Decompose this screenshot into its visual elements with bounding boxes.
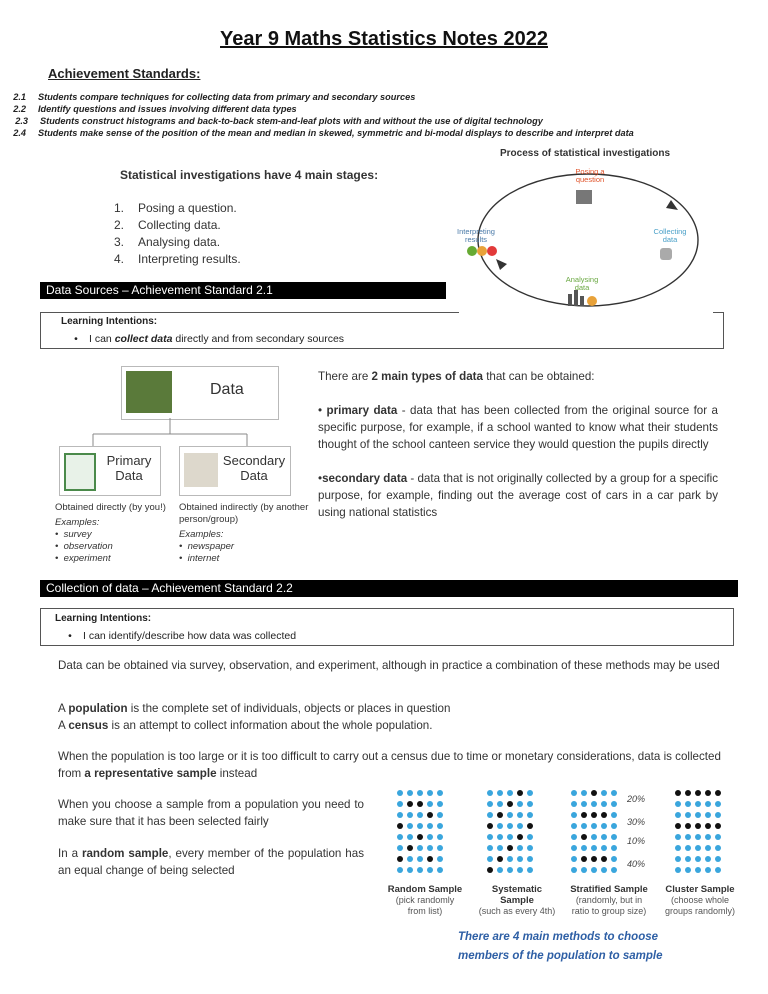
- population-member-dot: [611, 812, 617, 818]
- population-member-dot: [427, 845, 433, 851]
- population-member-dot: [487, 856, 493, 862]
- standard-item: [0, 104, 297, 114]
- population-member-dot: [591, 867, 597, 873]
- population-member-dot: [507, 823, 513, 829]
- achievement-heading: Achievement Standards:: [48, 66, 201, 81]
- population-member-dot: [487, 845, 493, 851]
- population-member-dot: [705, 867, 711, 873]
- standard-item: [0, 92, 415, 102]
- representative-sample-text: When the population is too large or it is too difficult to carry out a census due to time or monetary considerations, data is collected from a representative sample instead: [58, 750, 721, 780]
- standard-item: [0, 128, 634, 138]
- selected-member-dot: [517, 834, 523, 840]
- selected-member-dot: [685, 790, 691, 796]
- examples-label: Examples:: [179, 529, 224, 540]
- selected-member-dot: [695, 823, 701, 829]
- population-member-dot: [581, 845, 587, 851]
- stages-list: [92, 200, 241, 268]
- population-member-dot: [705, 812, 711, 818]
- stage-item: [92, 200, 241, 217]
- population-member-dot: [417, 790, 423, 796]
- stages-heading: Statistical investigations have 4 main stages:: [120, 168, 379, 182]
- population-member-dot: [675, 856, 681, 862]
- population-member-dot: [695, 856, 701, 862]
- sampling-caption: [458, 928, 662, 966]
- li-text: directly and from secondary sources: [172, 333, 345, 345]
- stratum-percent: 30%: [627, 817, 646, 827]
- secondary-obtained: Obtained indirectly (by another: [179, 502, 309, 513]
- page-title: Year 9 Maths Statistics Notes 2022: [220, 28, 548, 50]
- primary-data-box: [59, 446, 161, 496]
- process-title: Process of statistical investigations: [500, 148, 671, 159]
- population-member-dot: [517, 812, 523, 818]
- population-member-dot: [427, 790, 433, 796]
- data-box: [121, 366, 279, 420]
- population-member-dot: [407, 823, 413, 829]
- stage-number: 1.: [113, 201, 124, 215]
- population-member-dot: [527, 801, 533, 807]
- standard-text: Students construct histograms and back-to-back stem-and-leaf plots with and without the use of digital technology: [40, 116, 543, 126]
- data-types-diagram: [55, 360, 309, 570]
- selected-member-dot: [527, 823, 533, 829]
- population-member-dot: [427, 823, 433, 829]
- standard-number: 2.1: [13, 92, 26, 102]
- example-item: • observation: [55, 541, 113, 552]
- stage-item: [92, 217, 241, 234]
- data-image-icon: [126, 371, 172, 413]
- stage-number: 2.: [113, 218, 124, 232]
- population-member-dot: [517, 845, 523, 851]
- population-member-dot: [715, 834, 721, 840]
- stage-text: Collecting data.: [138, 218, 221, 232]
- population-member-dot: [487, 790, 493, 796]
- interpreting-label: Interpreting results: [457, 227, 495, 244]
- stage-item: [92, 234, 241, 251]
- population-member-dot: [397, 845, 403, 851]
- learning-intention-item: • I can collect data directly and from secondary sources: [74, 333, 345, 345]
- selected-member-dot: [675, 823, 681, 829]
- population-member-dot: [601, 801, 607, 807]
- example-item: • experiment: [55, 553, 111, 564]
- random-sample-caption: Random Sample (pick randomly from list): [387, 884, 463, 916]
- population-member-dot: [427, 801, 433, 807]
- population-member-dot: [507, 867, 513, 873]
- population-member-dot: [685, 867, 691, 873]
- population-member-dot: [571, 790, 577, 796]
- population-member-dot: [591, 801, 597, 807]
- population-member-dot: [417, 823, 423, 829]
- stage-item: [92, 251, 241, 268]
- selected-member-dot: [591, 812, 597, 818]
- cluster-sample-caption: Cluster Sample (choose whole groups randomly): [664, 884, 736, 916]
- population-member-dot: [675, 801, 681, 807]
- population-member-dot: [407, 790, 413, 796]
- population-member-dot: [571, 834, 577, 840]
- population-member-dot: [601, 823, 607, 829]
- population-member-dot: [417, 856, 423, 862]
- types-intro: There are 2 main types of data that can be obtained:: [318, 370, 595, 383]
- learning-intentions-heading: Learning Intentions:: [61, 316, 158, 327]
- population-member-dot: [417, 812, 423, 818]
- population-member-dot: [407, 867, 413, 873]
- population-member-dot: [437, 823, 443, 829]
- stratified-sample-caption: Stratified Sample (randomly, but in ratio to group size): [570, 884, 648, 916]
- selected-member-dot: [581, 856, 587, 862]
- population-member-dot: [601, 834, 607, 840]
- selected-member-dot: [427, 812, 433, 818]
- random-sample-grid: [397, 790, 457, 880]
- selected-member-dot: [715, 790, 721, 796]
- selected-member-dot: [407, 845, 413, 851]
- population-member-dot: [437, 801, 443, 807]
- primary-notes: [55, 502, 173, 565]
- selected-member-dot: [695, 790, 701, 796]
- population-member-dot: [685, 856, 691, 862]
- stratified-sample-grid: [571, 790, 631, 880]
- section-bar-collection: Collection of data – Achievement Standard 2.2: [40, 580, 738, 597]
- primary-data-definition: • primary data - data that has been collected from the original source for a specific purpose, for example, if a school wanted to know what their students thought of the school canteen service they would question the pupils directly: [318, 404, 719, 451]
- population-member-dot: [571, 867, 577, 873]
- population-member-dot: [705, 834, 711, 840]
- selected-member-dot: [601, 812, 607, 818]
- primary-label: Primary: [106, 453, 152, 468]
- data-box-label: Data: [210, 381, 244, 398]
- population-member-dot: [611, 834, 617, 840]
- population-member-dot: [571, 812, 577, 818]
- population-member-dot: [427, 867, 433, 873]
- secondary-data-box: [179, 446, 291, 496]
- population-member-dot: [685, 845, 691, 851]
- population-member-dot: [527, 845, 533, 851]
- learning-intentions-box: [40, 608, 734, 646]
- example-item: • internet: [179, 553, 220, 564]
- population-member-dot: [487, 801, 493, 807]
- selected-member-dot: [675, 790, 681, 796]
- population-member-dot: [527, 834, 533, 840]
- secondary-label: Data: [240, 468, 268, 483]
- population-member-dot: [497, 801, 503, 807]
- selected-member-dot: [705, 823, 711, 829]
- li-text: I can: [89, 333, 115, 345]
- population-member-dot: [695, 812, 701, 818]
- primary-label: Data: [115, 468, 143, 483]
- population-member-dot: [695, 867, 701, 873]
- posing-label: Posing a question: [575, 167, 605, 184]
- population-member-dot: [611, 801, 617, 807]
- population-member-dot: [675, 845, 681, 851]
- clipboard-icon: [64, 453, 96, 491]
- selected-member-dot: [497, 856, 503, 862]
- primary-obtained: Obtained directly (by you!): [55, 502, 166, 513]
- population-member-dot: [407, 812, 413, 818]
- stage-text: Interpreting results.: [138, 252, 241, 266]
- population-member-dot: [581, 801, 587, 807]
- analysing-label: Analysing data: [565, 275, 599, 292]
- examples-label: Examples:: [55, 517, 100, 528]
- selected-member-dot: [517, 790, 523, 796]
- selected-member-dot: [397, 823, 403, 829]
- population-member-dot: [527, 790, 533, 796]
- process-diagram: [440, 148, 730, 318]
- population-member-dot: [497, 867, 503, 873]
- population-member-dot: [527, 812, 533, 818]
- standard-item: [2, 116, 543, 126]
- cluster-sample-grid: [675, 790, 735, 880]
- population-member-dot: [437, 845, 443, 851]
- population-member-dot: [715, 867, 721, 873]
- example-item: • survey: [55, 529, 92, 540]
- population-member-dot: [581, 867, 587, 873]
- population-member-dot: [695, 845, 701, 851]
- population-member-dot: [437, 834, 443, 840]
- population-member-dot: [611, 845, 617, 851]
- li-emphasis: collect data: [114, 333, 173, 345]
- selected-member-dot: [715, 823, 721, 829]
- learning-intention-item: • I can identify/describe how data was collected: [68, 630, 297, 642]
- selected-member-dot: [497, 812, 503, 818]
- systematic-sample-grid: [487, 790, 547, 880]
- population-member-dot: [611, 856, 617, 862]
- population-member-dot: [497, 834, 503, 840]
- population-member-dot: [591, 823, 597, 829]
- population-member-dot: [591, 845, 597, 851]
- selected-member-dot: [397, 856, 403, 862]
- population-member-dot: [497, 823, 503, 829]
- stratum-percent: 10%: [627, 836, 646, 846]
- population-member-dot: [591, 834, 597, 840]
- population-member-dot: [695, 801, 701, 807]
- caption-line: members of the population to sample: [458, 950, 663, 962]
- standard-text: Students make sense of the position of the mean and median in skewed, symmetric and bi-modal displays to describe and interpret data: [38, 128, 634, 138]
- population-member-dot: [571, 801, 577, 807]
- population-member-dot: [507, 790, 513, 796]
- population-member-dot: [601, 790, 607, 796]
- selected-member-dot: [507, 801, 513, 807]
- population-member-dot: [487, 812, 493, 818]
- selected-member-dot: [487, 867, 493, 873]
- population-member-dot: [685, 834, 691, 840]
- example-item: • newspaper: [179, 541, 235, 552]
- stratum-percent: 40%: [627, 859, 646, 869]
- population-member-dot: [397, 812, 403, 818]
- selected-member-dot: [601, 856, 607, 862]
- population-member-dot: [675, 867, 681, 873]
- population-member-dot: [417, 867, 423, 873]
- section-bar-data-sources: Data Sources – Achievement Standard 2.1: [40, 282, 446, 299]
- population-member-dot: [497, 845, 503, 851]
- population-member-dot: [571, 845, 577, 851]
- population-member-dot: [715, 812, 721, 818]
- population-member-dot: [397, 801, 403, 807]
- stage-text: Posing a question.: [138, 201, 237, 215]
- standard-text: Identify questions and issues involving different data types: [38, 104, 297, 114]
- selected-member-dot: [507, 845, 513, 851]
- standard-text: Students compare techniques for collecting data from primary and secondary sources: [38, 92, 416, 102]
- population-member-dot: [695, 834, 701, 840]
- stage-number: 4.: [113, 252, 124, 266]
- selected-member-dot: [581, 834, 587, 840]
- population-member-dot: [437, 790, 443, 796]
- population-member-dot: [675, 812, 681, 818]
- stage-number: 3.: [113, 235, 124, 249]
- learning-intentions-box: [40, 312, 724, 349]
- selected-member-dot: [581, 812, 587, 818]
- population-member-dot: [437, 867, 443, 873]
- population-member-dot: [517, 856, 523, 862]
- selected-member-dot: [591, 790, 597, 796]
- selected-member-dot: [685, 823, 691, 829]
- secondary-notes: [179, 502, 309, 565]
- fair-sample-text: When you choose a sample from a population you need to make sure that it has been selected fairly: [58, 798, 364, 828]
- population-member-dot: [601, 845, 607, 851]
- population-member-dot: [685, 801, 691, 807]
- population-member-dot: [705, 845, 711, 851]
- population-member-dot: [397, 834, 403, 840]
- selected-member-dot: [417, 801, 423, 807]
- population-member-dot: [437, 856, 443, 862]
- stratum-percent: 20%: [627, 794, 646, 804]
- secondary-data-definition: •secondary data - data that is not originally collected by a group for a specific purpose, for example, finding out the average cost of cars in a car park by using national statistics: [318, 472, 718, 519]
- selected-member-dot: [705, 790, 711, 796]
- population-member-dot: [705, 801, 711, 807]
- population-member-dot: [517, 823, 523, 829]
- population-member-dot: [581, 790, 587, 796]
- systematic-sample-caption: Systematic Sample (such as every 4th): [478, 884, 556, 916]
- population-member-dot: [571, 823, 577, 829]
- population-member-dot: [397, 790, 403, 796]
- standard-number: 2.3: [15, 116, 28, 126]
- selected-member-dot: [427, 856, 433, 862]
- population-member-dot: [507, 856, 513, 862]
- population-member-dot: [517, 867, 523, 873]
- population-member-dot: [571, 856, 577, 862]
- standard-number: 2.4: [13, 128, 26, 138]
- population-member-dot: [507, 834, 513, 840]
- population-member-dot: [527, 856, 533, 862]
- population-member-dot: [581, 823, 587, 829]
- population-member-dot: [497, 790, 503, 796]
- population-member-dot: [715, 845, 721, 851]
- collection-intro: Data can be obtained via survey, observation, and experiment, although in practice a combination of these methods may be used: [58, 659, 720, 672]
- population-member-dot: [427, 834, 433, 840]
- random-sample-text: In a random sample, every member of the population has an equal change of being selected: [58, 847, 364, 877]
- population-member-dot: [407, 834, 413, 840]
- newspaper-icon: [184, 453, 218, 487]
- population-definition: A population is the complete set of individuals, objects or places in question: [58, 702, 451, 715]
- selected-member-dot: [591, 856, 597, 862]
- population-member-dot: [487, 834, 493, 840]
- collecting-label: Collecting data: [653, 227, 687, 244]
- population-member-dot: [715, 801, 721, 807]
- selected-member-dot: [417, 834, 423, 840]
- population-member-dot: [507, 812, 513, 818]
- population-member-dot: [685, 812, 691, 818]
- stage-text: Analysing data.: [138, 235, 221, 249]
- selected-member-dot: [487, 823, 493, 829]
- population-member-dot: [715, 856, 721, 862]
- secondary-obtained: person/group): [179, 514, 239, 525]
- population-member-dot: [397, 867, 403, 873]
- population-member-dot: [705, 856, 711, 862]
- population-member-dot: [611, 823, 617, 829]
- population-member-dot: [407, 856, 413, 862]
- population-member-dot: [611, 790, 617, 796]
- population-member-dot: [601, 867, 607, 873]
- secondary-label: Secondary: [222, 453, 286, 468]
- population-member-dot: [417, 845, 423, 851]
- population-member-dot: [611, 867, 617, 873]
- population-member-dot: [527, 867, 533, 873]
- sampling-methods-diagram: [375, 786, 745, 926]
- population-member-dot: [517, 801, 523, 807]
- selected-member-dot: [407, 801, 413, 807]
- standard-number: 2.2: [13, 104, 26, 114]
- learning-intentions-heading: Learning Intentions:: [55, 613, 152, 624]
- caption-line: There are 4 main methods to choose: [458, 931, 659, 943]
- population-member-dot: [437, 812, 443, 818]
- census-definition: A census is an attempt to collect information about the whole population.: [58, 719, 433, 732]
- population-member-dot: [675, 834, 681, 840]
